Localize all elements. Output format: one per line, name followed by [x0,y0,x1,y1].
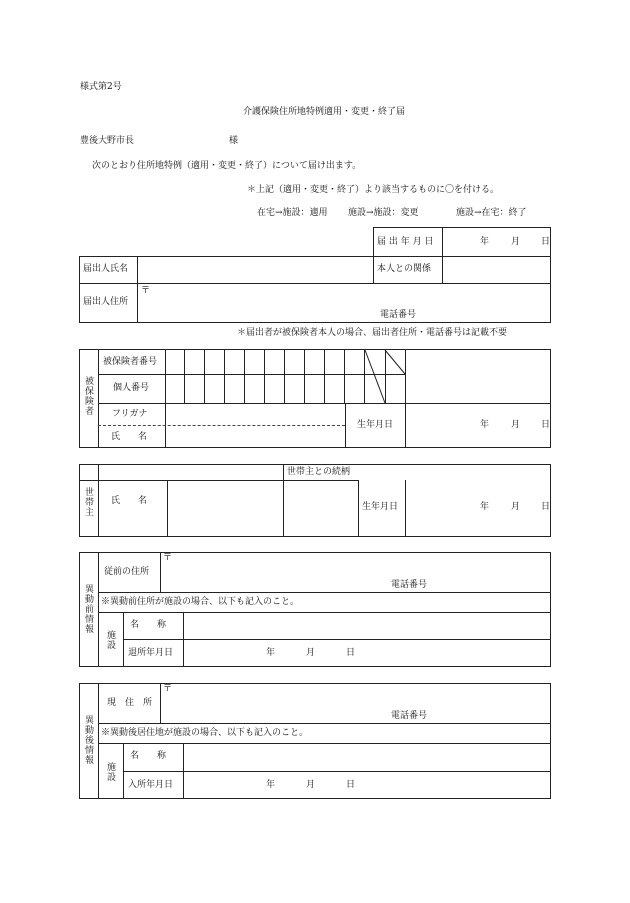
insured-name-label: 氏 名 [111,432,148,442]
insured-birth-label: 生年月日 [357,420,394,430]
postal-mark: 〒 [141,286,151,296]
before-exit-date-field[interactable] [184,640,550,666]
notify-date-label: 届 出 年 月 日 [377,237,434,247]
notifier-name-field[interactable] [138,257,372,282]
insured-year-unit: 年 [480,420,490,430]
notify-day-unit: 日 [541,237,551,247]
householder-day-unit: 日 [541,502,551,512]
householder-birth-field[interactable] [406,481,550,536]
notifier-note: ＊届出者が被保険者本人の場合、届出者住所・電話番号は記載不要 [237,328,508,338]
option-change[interactable]: 施設→施設：変更 [348,208,419,218]
after-facility-label: 施設 [105,762,115,782]
form-title: 介護保険住所地特例適用・変更・終了届 [243,107,406,117]
notifier-address-label: 届出人住所 [83,297,129,307]
householder-year-unit: 年 [480,502,490,512]
householder-relation-field[interactable] [284,481,357,536]
insured-birth-field[interactable] [406,404,550,447]
addressee-honorific: 様 [229,136,239,146]
after-address-label: 現 住 所 [107,698,153,708]
notify-date-field[interactable] [443,228,550,256]
before-postal-mark: 〒 [163,553,173,563]
before-facility-label: 施設 [105,630,115,650]
insured-day-unit: 日 [541,420,551,430]
before-day-unit: 日 [346,648,356,658]
option-end[interactable]: 施設→在宅：終了 [456,208,527,218]
insured-name-field[interactable] [166,426,344,447]
intro-text: 次のとおり住所地特例（適用・変更・終了）について届け出ます。 [92,161,362,171]
insured-month-unit: 月 [511,420,521,430]
after-facility-name-label: 名 称 [130,751,167,761]
householder-name-field[interactable] [168,481,282,536]
insured-number-label: 被保険者番号 [103,357,158,367]
after-phone-label: 電話番号 [391,711,428,721]
insured-section-label: 被保険者 [83,376,93,416]
individual-number-field[interactable] [166,375,404,402]
after-entry-date-label: 入所年月日 [128,780,174,790]
after-section-label: 異動後情報 [83,715,93,765]
notifier-phone-label: 電話番号 [380,310,417,320]
insured-number-field[interactable] [166,350,364,373]
after-facility-name-field[interactable] [184,744,550,770]
after-note: ※異動後居住地が施設の場合、以下も記入のこと。 [101,728,309,738]
before-exit-date-label: 退所年月日 [128,648,174,658]
householder-name-label: 氏 名 [111,496,148,506]
addressee: 豊後大野市長 [80,136,135,146]
after-address-field[interactable] [161,684,550,722]
notifier-name-label: 届出人氏名 [83,264,129,274]
relation-label: 本人との関係 [377,264,432,274]
householder-relation-label: 世帯主との続柄 [287,467,351,477]
householder-month-unit: 月 [511,502,521,512]
before-month-unit: 月 [306,648,316,658]
before-note: ※異動前住所が施設の場合、以下も記入のこと。 [101,597,300,607]
after-entry-date-field[interactable] [184,772,550,798]
furigana-label: フリガナ [112,409,148,419]
relation-field[interactable] [443,257,550,282]
notifier-address-field[interactable] [138,284,550,322]
notify-month-unit: 月 [511,237,521,247]
individual-number-label: 個人番号 [113,383,150,393]
householder-section-label: 世帯主 [83,487,93,517]
form-number: 様式第2号 [80,82,122,92]
notify-year-unit: 年 [480,237,490,247]
before-phone-label: 電話番号 [391,580,428,590]
before-section-label: 異動前情報 [83,584,93,634]
after-month-unit: 月 [306,780,316,790]
after-day-unit: 日 [346,780,356,790]
instruction-text: ＊上記（適用・変更・終了）より該当するものに〇を付ける。 [247,185,500,195]
before-year-unit: 年 [266,648,276,658]
before-facility-name-field[interactable] [184,613,550,638]
householder-birth-label: 生年月日 [362,502,399,512]
before-address-label: 従前の住所 [104,567,150,577]
furigana-field[interactable] [166,404,344,424]
option-apply[interactable]: 在宅→施設：適用 [257,208,328,218]
before-address-field[interactable] [161,553,550,591]
after-year-unit: 年 [266,780,276,790]
before-facility-name-label: 名 称 [130,620,167,630]
after-postal-mark: 〒 [163,684,173,694]
